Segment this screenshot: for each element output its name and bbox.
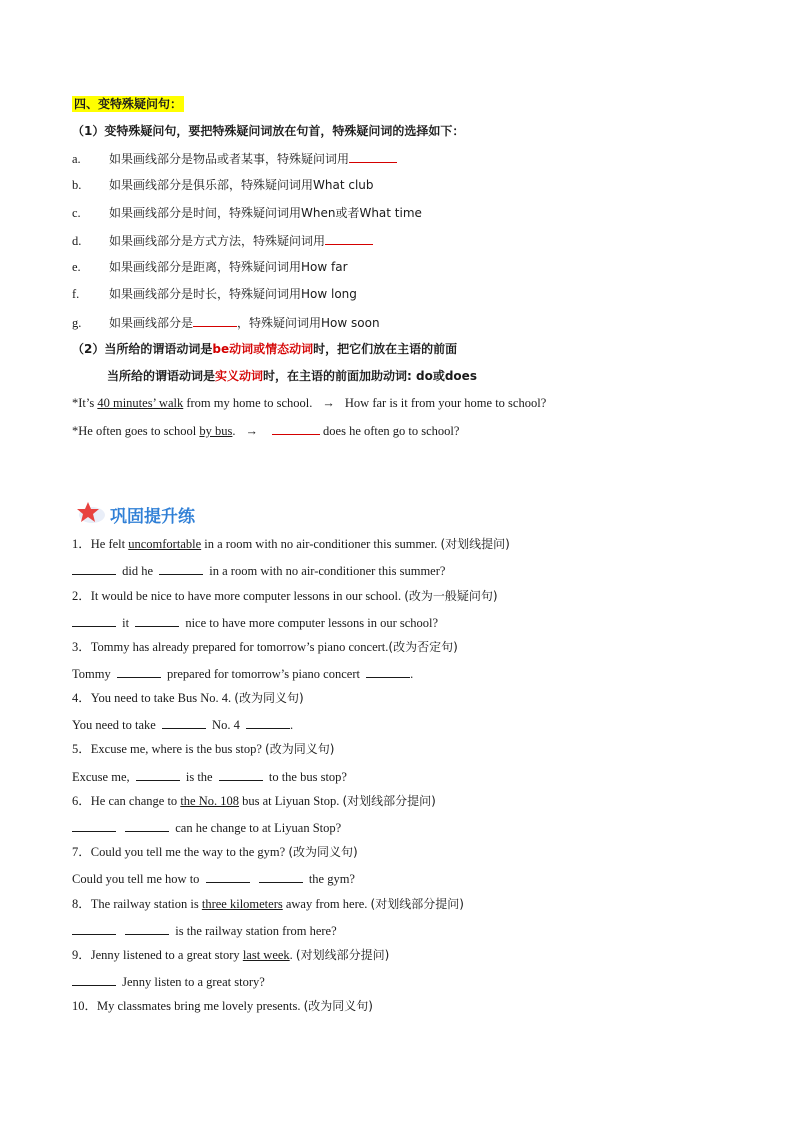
answer-blank[interactable] — [136, 768, 180, 781]
answer-blank[interactable] — [219, 768, 263, 781]
answer-blank[interactable] — [325, 232, 373, 245]
list-item: e. 如果画线部分是距离，特殊疑问词用How far — [72, 260, 348, 274]
rule-3: 当所给的谓语动词是实义动词时，在主语的前面加助动词: do或does — [107, 369, 477, 383]
answer-blank[interactable] — [135, 614, 179, 627]
question-6: 6．He can change to the No. 108 bus at Liyuan Stop. (对划线部分提问) — [72, 794, 436, 808]
answer-blank[interactable] — [72, 922, 116, 935]
answer-blank[interactable] — [72, 973, 116, 986]
answer-blank[interactable] — [125, 922, 169, 935]
answer-blank[interactable] — [72, 614, 116, 627]
list-item: b. 如果画线部分是俱乐部，特殊疑问词用What club — [72, 178, 374, 192]
arrow-icon: → — [322, 396, 335, 410]
answer-4: You need to take No. 4 . — [72, 718, 294, 732]
question-8: 8．The railway station is three kilometers away from here. (对划线部分提问) — [72, 897, 464, 911]
answer-blank[interactable] — [206, 870, 250, 883]
answer-blank[interactable] — [246, 716, 290, 729]
example-1: *It’s 40 minutes’ walk from my home to school. → How far is it from your home to school? — [72, 396, 547, 410]
answer-blank[interactable] — [259, 870, 303, 883]
answer-blank[interactable] — [349, 150, 397, 163]
answer-blank[interactable] — [72, 819, 116, 832]
answer-blank[interactable] — [162, 716, 206, 729]
answer-blank[interactable] — [159, 562, 203, 575]
answer-8: is the railway station from here? — [72, 922, 337, 939]
example-2: *He often goes to school by bus. → does he often go to school? — [72, 424, 460, 438]
question-5: 5．Excuse me, where is the bus stop? (改为同义句) — [72, 742, 335, 756]
question-10: 10．My classmates bring me lovely presents. (改为同义句) — [72, 999, 373, 1013]
answer-1: did he in a room with no air-conditioner this summer? — [72, 562, 445, 579]
answer-blank[interactable] — [125, 819, 169, 832]
answer-blank[interactable] — [366, 665, 410, 678]
question-3: 3．Tommy has already prepared for tomorrow’s piano concert.(改为否定句) — [72, 640, 458, 654]
rule-1-intro: （1）变特殊疑问句，要把特殊疑问词放在句首，特殊疑问词的选择如下： — [72, 124, 465, 138]
question-4: 4．You need to take Bus No. 4. (改为同义句) — [72, 691, 304, 705]
answer-blank[interactable] — [272, 422, 320, 435]
answer-9: Jenny listen to a great story? — [72, 973, 265, 990]
section-heading: 四、变特殊疑问句： — [74, 97, 183, 111]
star-icon — [76, 500, 106, 526]
answer-3: Tommy prepared for tomorrow’s piano concert . — [72, 667, 414, 681]
list-item: a. 如果画线部分是物品或者某事，特殊疑问词用 — [72, 150, 400, 167]
answer-blank[interactable] — [193, 314, 237, 327]
answer-5: Excuse me, is the to the bus stop? — [72, 770, 347, 784]
question-1: 1．He felt uncomfortable in a room with no air-conditioner this summer. (对划线提问) — [72, 537, 510, 551]
question-7: 7．Could you tell me the way to the gym? (改为同义句) — [72, 845, 358, 859]
list-item: d. 如果画线部分是方式方法，特殊疑问词用 — [72, 232, 376, 249]
list-item: c. 如果画线部分是时间，特殊疑问词用When或者What time — [72, 206, 422, 220]
list-item: f. 如果画线部分是时长，特殊疑问词用How long — [72, 287, 357, 301]
question-2: 2．It would be nice to have more computer lessons in our school. (改为一般疑问句) — [72, 589, 498, 603]
arrow-icon: → — [245, 424, 259, 438]
answer-blank[interactable] — [117, 665, 161, 678]
list-item: g. 如果画线部分是 ，特殊疑问词用How soon — [72, 316, 380, 330]
answer-6: can he change to at Liyuan Stop? — [72, 819, 341, 836]
answer-blank[interactable] — [72, 562, 116, 575]
answer-2: it nice to have more computer lessons in our school? — [72, 614, 438, 631]
question-9: 9．Jenny listened to a great story last week. (对划线部分提问) — [72, 948, 390, 962]
rule-2: （2）当所给的谓语动词是be动词或情态动词时，把它们放在主语的前面 — [72, 342, 458, 356]
answer-7: Could you tell me how to the gym? — [72, 872, 355, 886]
